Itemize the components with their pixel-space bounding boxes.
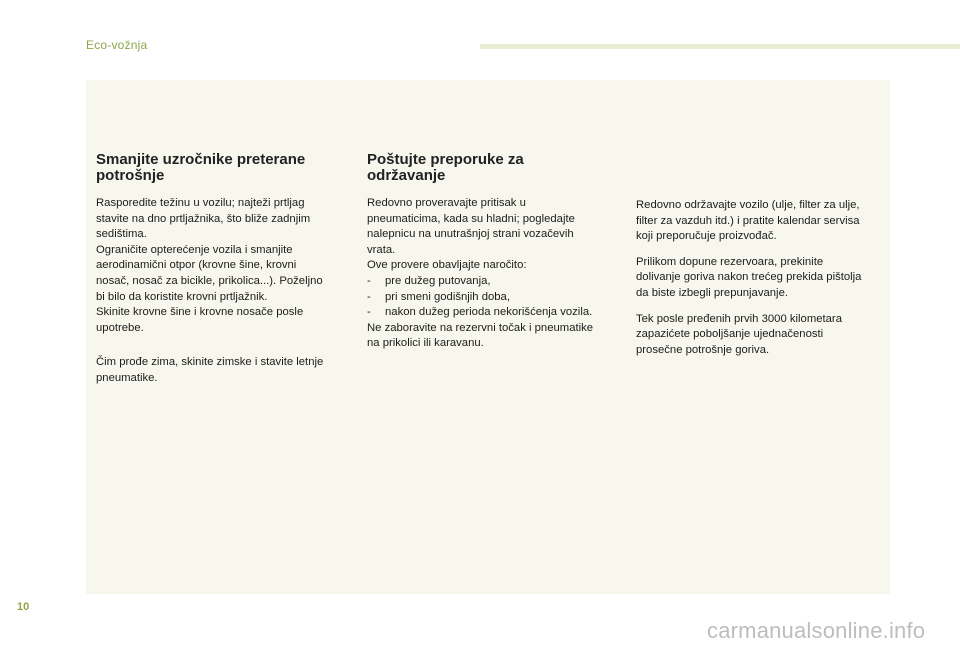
- heading-line: Smanjite uzročnike preterane: [96, 151, 306, 168]
- text-line: nosač, nosač za bicikle, prikolica...). Poželjno: [96, 274, 323, 287]
- body-paragraph: [367, 196, 612, 274]
- heading-line: potrošnje: [96, 167, 165, 184]
- text-line: prosečne potrošnje goriva.: [636, 343, 770, 356]
- heading-line: Poštujte preporuke za: [367, 151, 524, 168]
- text-line: aerodinamični otpor (krovne šine, krovni: [96, 259, 297, 272]
- text-line: bi bilo da koristite krovni prtljažnik.: [96, 290, 268, 303]
- body-paragraph: [636, 255, 881, 302]
- text-line: koji preporučuje proizvođač.: [636, 230, 777, 243]
- section-maintenance-continued: [636, 198, 881, 358]
- text-line: Redovno održavajte vozilo (ulje, filter za ulje,: [636, 199, 860, 211]
- header-title: Eco-vožnja: [86, 38, 148, 52]
- text-line: na prikolici ili karavanu.: [367, 337, 484, 350]
- bullet-marker: -: [367, 274, 371, 287]
- text-line: Skinite krovne šine i krovne nosače posle: [96, 306, 304, 319]
- list-item: [367, 274, 612, 290]
- section-heading: [367, 152, 612, 184]
- body-paragraph: [96, 355, 346, 386]
- section-maintenance: [367, 152, 612, 352]
- text-line: Rasporedite težinu u vozilu; najteži prtljag: [96, 197, 305, 209]
- header-accent-bar: [480, 44, 960, 49]
- text-line: Ne zaboravite na rezervni točak i pneumatike: [367, 321, 594, 334]
- body-paragraph: [367, 321, 612, 352]
- text-line: Ograničite opterećenje vozila i smanjite: [96, 243, 293, 256]
- list-item: [367, 290, 612, 306]
- list-item-text: nakon dužeg perioda nekorišćenja vozila.: [385, 306, 593, 319]
- text-line: Prilikom dopune rezervoara, prekinite: [636, 255, 824, 268]
- body-paragraph: [636, 312, 881, 359]
- text-line: dolivanje goriva nakon trećeg prekida pištolja: [636, 271, 862, 284]
- list-item: [367, 305, 612, 321]
- list-item-text: pre dužeg putovanja,: [385, 274, 491, 287]
- list-item-text: pri smeni godišnjih doba,: [385, 290, 510, 303]
- heading-line: održavanje: [367, 167, 446, 184]
- text-line: Tek posle pređenih prvih 3000 kilometara: [636, 312, 842, 325]
- text-line: pneumaticima, kada su hladni; pogledajte: [367, 212, 575, 225]
- text-line: sedištima.: [96, 228, 147, 241]
- body-paragraph: [636, 198, 881, 245]
- body-paragraph: [96, 196, 346, 336]
- text-line: pneumatike.: [96, 371, 158, 384]
- text-line: nalepnicu na unutrašnjoj strani vozačevih: [367, 228, 574, 241]
- text-line: zapazićete poboljšanje ujednačenosti: [636, 328, 824, 341]
- text-line: da biste izbegli prepunjavanje.: [636, 286, 788, 299]
- watermark: carmanualsonline.info: [707, 618, 926, 643]
- bullet-marker: -: [367, 290, 371, 303]
- section-reduce-consumption: [96, 152, 346, 387]
- text-line: upotrebe.: [96, 321, 144, 334]
- bullet-marker: -: [367, 306, 371, 319]
- section-heading: [96, 152, 346, 184]
- text-line: vrata.: [367, 243, 396, 256]
- page-number: 10: [17, 601, 30, 613]
- text-line: Ove provere obavljajte naročito:: [367, 259, 527, 272]
- text-line: Čim prođe zima, skinite zimske i stavite letnje: [96, 356, 324, 369]
- text-line: stavite na dno prtljažnika, što bliže zadnjim: [96, 212, 311, 225]
- text-line: Redovno proveravajte pritisak u: [367, 197, 526, 209]
- text-line: filter za vazduh itd.) i pratite kalendar servisa: [636, 214, 860, 227]
